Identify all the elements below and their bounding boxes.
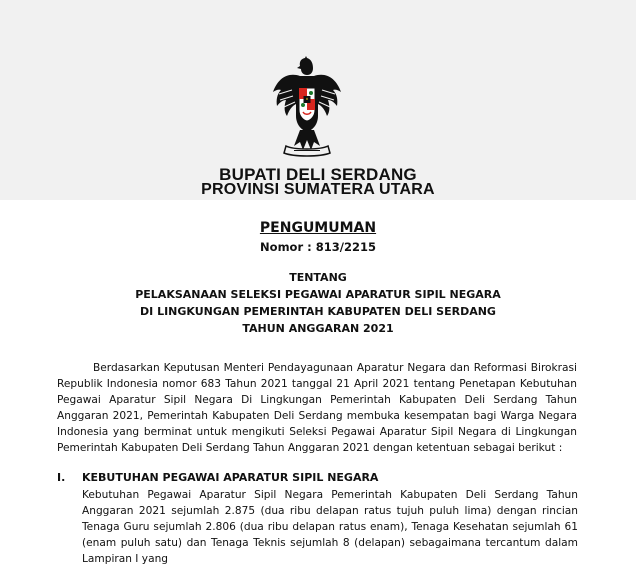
section-paragraph: Kebutuhan Pegawai Aparatur Sipil Negara Pemerintah Kabupaten Deli Serdang Tahun Anggaran 2021 sejumlah 2.875 (dua ribu delapan ratus tujuh puluh lima) dengan rincian Tenaga Guru sejumlah 2.806 (dua ribu delapan ratus enam), Tenaga Kesehatan sejumlah 61 (enam puluh satu) dan Tenaga Teknis sejumlah 8 (delapan) sebagaimana tercantum dalam Lampiran I yang [82, 489, 578, 566]
section-title: KEBUTUHAN PEGAWAI APARATUR SIPIL NEGARA [82, 471, 379, 484]
letterhead-subtitle: PROVINSI SUMATERA UTARA [201, 181, 435, 198]
subject-line: DI LINGKUNGAN PEMERINTAH KABUPATEN DELI SERDANG [140, 305, 496, 318]
announcement-about: TENTANG [289, 271, 347, 284]
announcement-heading: PENGUMUMAN [259, 220, 377, 236]
subject-line: TAHUN ANGGARAN 2021 [242, 322, 394, 335]
subject-line: PELAKSANAAN SELEKSI PEGAWAI APARATUR SIPIL NEGARA [135, 288, 501, 301]
announcement-number: Nomor : 813/2215 [260, 240, 376, 254]
garuda-emblem-icon [270, 54, 344, 160]
letterhead-title: BUPATI DELI SERDANG [219, 165, 417, 184]
section-number: I. [57, 471, 66, 484]
intro-paragraph: Berdasarkan Keputusan Menteri Pendayagunaan Aparatur Negara dan Reformasi Birokrasi Republik Indonesia nomor 683 Tahun 2021 tanggal 21 April 2021 tentang Penetapan Kebutuhan Pegawai Aparatur Sipil Negara Di Lingkungan Pemerintah Kabupaten Deli Serdang Tahun Anggaran 2021, Pemerintah Kabupaten Deli Serdang membuka kesempatan bagi Warga Negara Indonesia yang berminat untuk mengikuti Seleksi Pegawai Aparatur Sipil Negara di Lingkungan Pemerintah Kabupaten Deli Serdang Tahun Anggaran 2021 dengan ketentuan sebagai berikut : [57, 362, 577, 455]
